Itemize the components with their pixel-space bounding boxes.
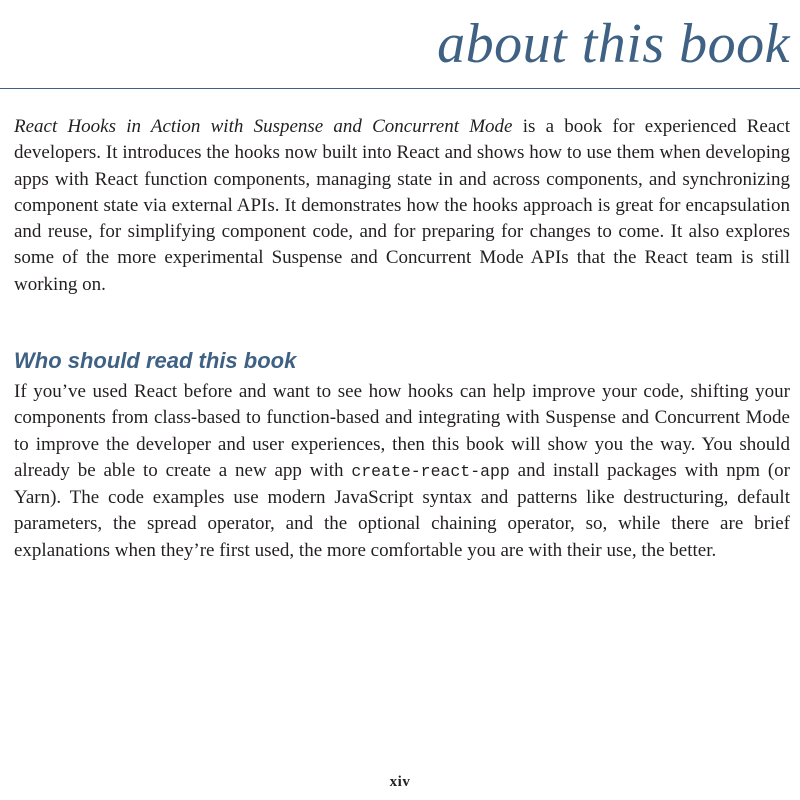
section-text-before-code: If you’ve used React before and want to see how hooks can help improve your code, shifting your components from class-based to function-based and integrating with Suspense and Concurrent Mode to improve the developer and user experiences, then this book will show you the way. You should already be able to create a new app with (14, 381, 790, 481)
section-heading: Who should read this book (14, 348, 297, 373)
section-text-after-code: and install packages with npm (or Yarn). The code examples use modern JavaScript syntax and patterns like destructuring, default parameters, the spread operator, and the optional chaining operator, so, while there are brief explanations when they’re first used, the more comfortable you are with their use, the better. (14, 459, 791, 561)
page-title: about this book (437, 13, 790, 75)
section-paragraph (14, 379, 790, 564)
intro-paragraph (14, 114, 790, 298)
intro-text: is a book for experienced React developers. It introduces the hooks now built into React and shows how to use them when developing apps with React function components, managing state in and across components, and synchronizing component state via external APIs. It demonstrates how the hooks approach is great for encapsulation and reuse, for simplifying component code, and for preparing for changes to come. It also explores some of the more experimental Suspense and Concurrent Mode APIs that the React team is still working on. (14, 116, 790, 295)
code-create-react-app: create-react-app (351, 461, 510, 481)
page-number: xiv (389, 774, 411, 790)
book-title: React Hooks in Action with Suspense and Concurrent Mode (14, 116, 513, 137)
title-rule (0, 88, 800, 89)
